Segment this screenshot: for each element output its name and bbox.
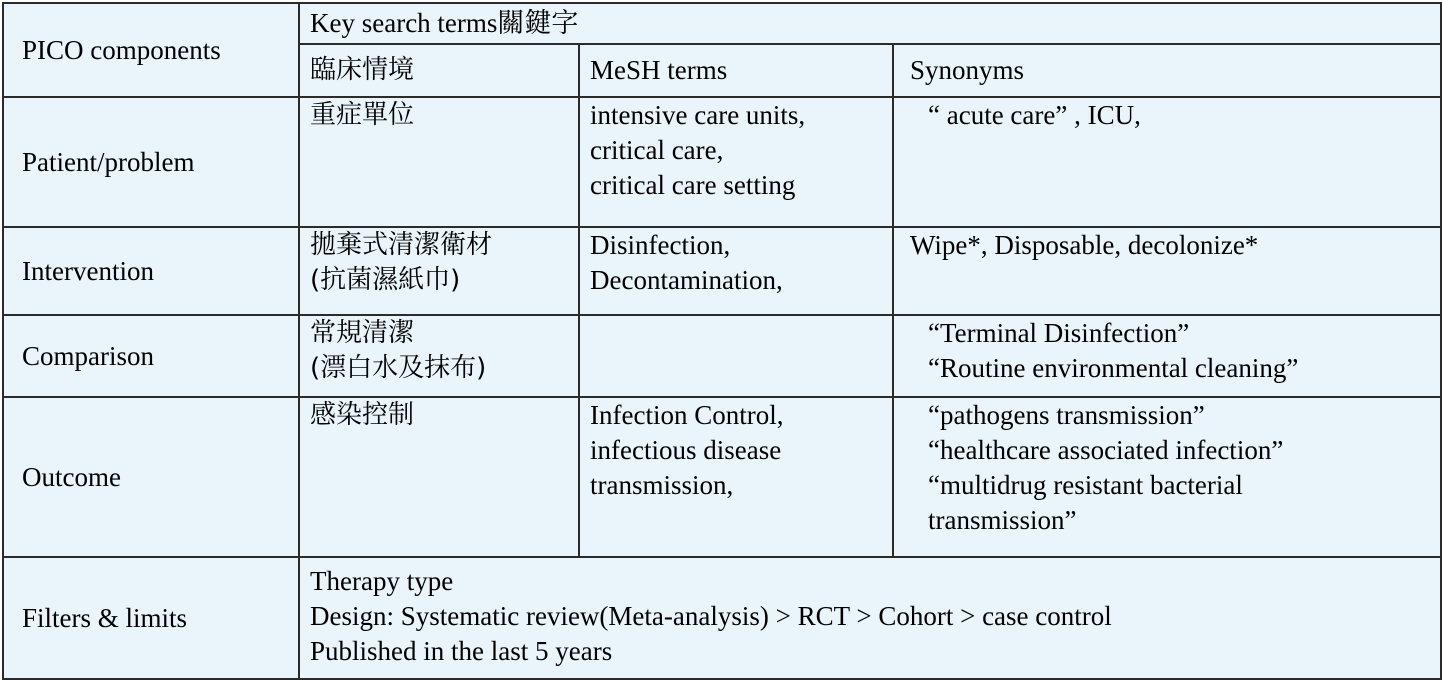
table-row [3,227,1441,315]
row-scenario: 拋棄式清潔衛材 (抗菌濕紙巾) [299,227,579,315]
synonyms-column-header: Synonyms [893,44,1441,97]
row-component-outcome: Outcome [3,397,299,557]
row-component-intervention: Intervention [3,227,299,315]
row-scenario: 常規清潔 (漂白水及抹布) [299,315,579,397]
row-synonyms: Wipe*, Disposable, decolonize* [893,227,1441,315]
row-component-patient: Patient/problem [3,97,299,227]
scenario-column-header: 臨床情境 [299,44,579,97]
pico-table [2,2,1442,680]
table-row [3,397,1441,557]
row-scenario: 感染控制 [299,397,579,557]
table-row [3,315,1441,397]
pico-components-header: PICO components [3,3,299,97]
filters-row [3,557,1441,679]
filters-limits-text: Therapy type Design: Systematic review(Meta-analysis) > RCT > Cohort > case control Published in the last 5 years [299,557,1441,679]
row-synonyms: “pathogens transmission” “healthcare associated infection” “multidrug resistant bacterial transmission” [893,397,1441,557]
row-mesh-terms: Disinfection, Decontamination, [579,227,893,315]
header-row-1 [3,3,1441,44]
row-synonyms: “ acute care” , ICU, [893,97,1441,227]
mesh-column-header: MeSH terms [579,44,893,97]
row-mesh-terms [579,315,893,397]
row-component-comparison: Comparison [3,315,299,397]
filters-limits-label: Filters & limits [3,557,299,679]
table-row [3,97,1441,227]
row-synonyms: “Terminal Disinfection” “Routine environmental cleaning” [893,315,1441,397]
key-search-terms-header: Key search terms關鍵字 [299,3,1441,44]
row-mesh-terms: intensive care units, critical care, critical care setting [579,97,893,227]
row-scenario: 重症單位 [299,97,579,227]
row-mesh-terms: Infection Control, infectious disease transmission, [579,397,893,557]
